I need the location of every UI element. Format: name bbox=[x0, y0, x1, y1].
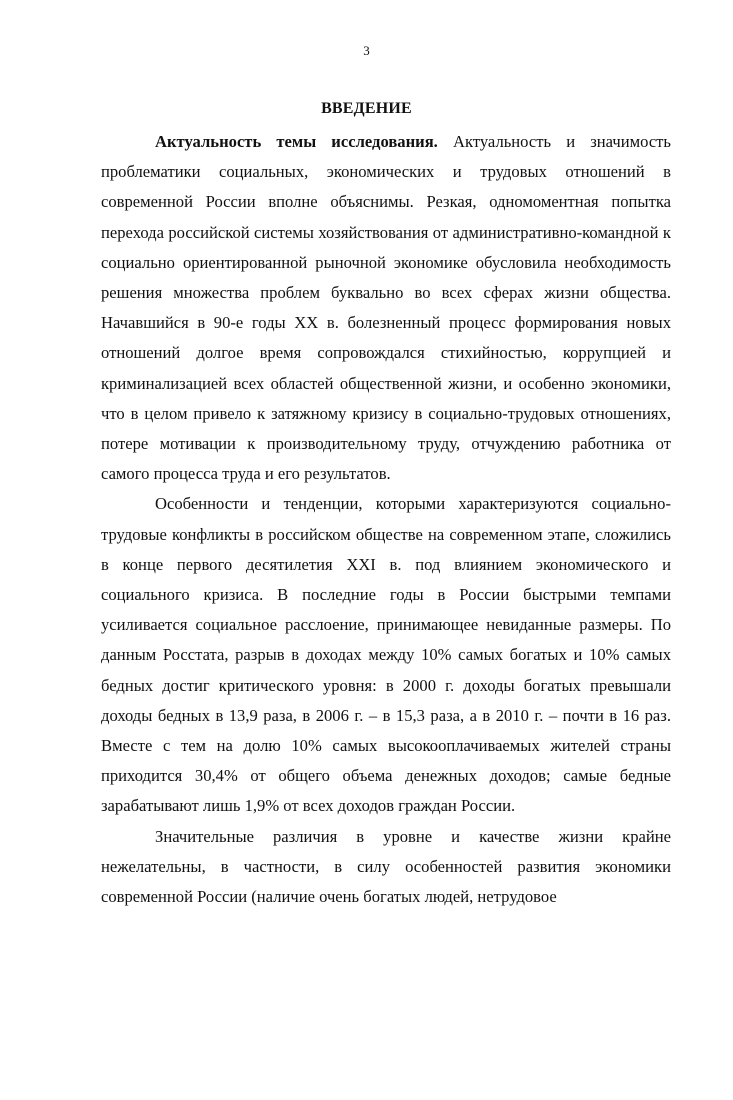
paragraph-text: Особенности и тенденции, которыми характеризуются социально-трудовые конфликты в российском обществе на современном этапе, сложились в конце первого десятилетия XXI в. под влиянием экономического и социального кризиса. В последние годы в России быстрыми темпами усиливается социальное расслоение, принимающее невиданные размеры. По данным Росстата, разрыв в доходах между 10% самых богатых и 10% самых бедных достиг критического уровня: в 2000 г. доходы богатых превышали доходы бедных в 13,9 раза, в 2006 г. – в 15,3 раза, а в 2010 г. – почти в 16 раз. Вместе с тем на долю 10% самых высокооплачиваемых жителей страны приходится 30,4% от общего объема денежных доходов; самые бедные зарабатывают лишь 1,9% от всех доходов граждан России. bbox=[101, 494, 671, 816]
section-heading: ВВЕДЕНИЕ bbox=[321, 100, 412, 117]
paragraph-differences bbox=[101, 822, 671, 913]
paragraph-features bbox=[101, 489, 671, 821]
paragraph-text: Значительные различия в уровне и качестве жизни крайне нежелательны, в частности, в силу особенностей развития экономики современной России (наличие очень богатых людей, нетрудовое bbox=[101, 826, 671, 907]
body-text bbox=[101, 127, 671, 912]
paragraph-lead: Актуальность темы исследования. bbox=[155, 132, 438, 151]
paragraph-text: Актуальность и значимость проблематики социальных, экономических и трудовых отношений в современной России вполне объяснимы. Резкая, одномоментная попытка перехода российской системы хозяйствования от административно-командной к социально ориентированной рыночной экономике обусловила необходимость решения множества проблем буквально во всех сферах жизни общества. Начавшийся в 90-е годы XX в. болезненный процесс формирования новых отношений долгое время сопровождался стихийностью, коррупцией и криминализацией всех областей общественной жизни, и особенно экономики, что в целом привело к затяжному кризису в социально-трудовых отношениях, потере мотивации к производительному труду, отчуждению работника от самого процесса труда и его результатов. bbox=[101, 132, 671, 484]
page-number: 3 bbox=[363, 43, 370, 58]
paragraph-relevance bbox=[101, 127, 671, 489]
